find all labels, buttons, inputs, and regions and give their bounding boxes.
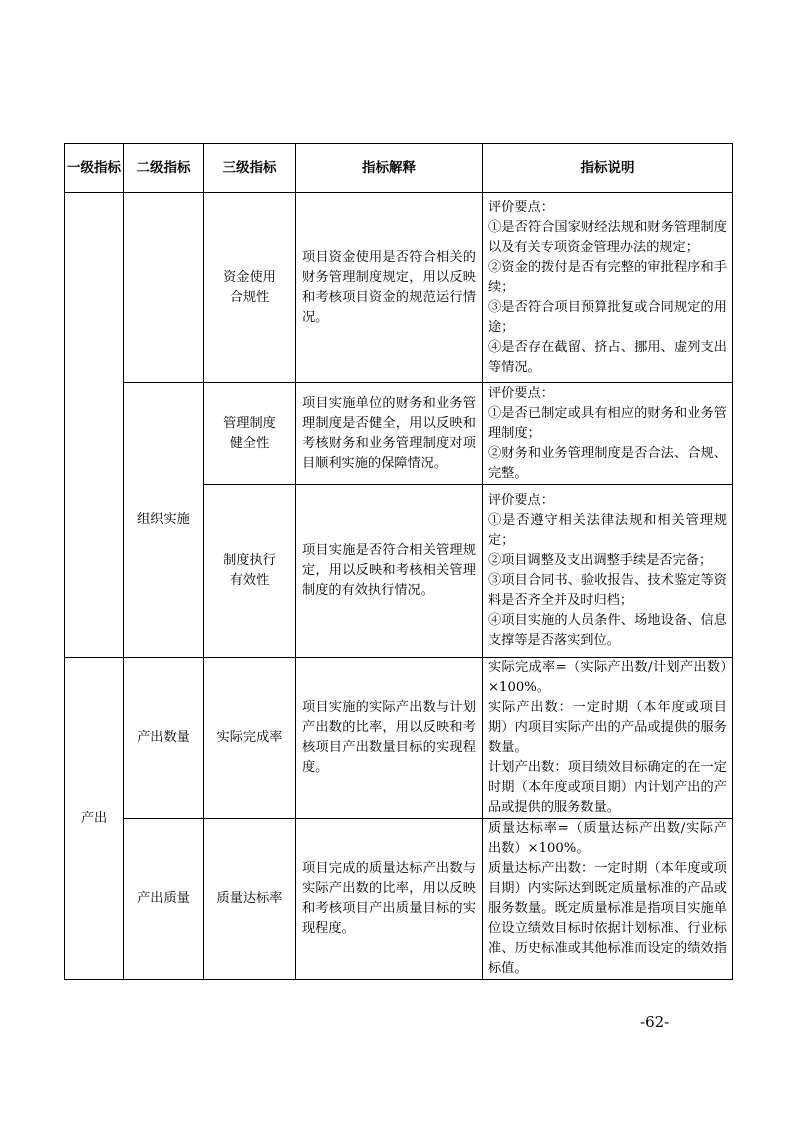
description-line: 评价要点： xyxy=(488,385,554,401)
description-line: 实际完成率=（实际产出数/计划产出数）×100%。 xyxy=(488,660,727,695)
description-line: ③项目合同书、验收报告、技术鉴定等资料是否齐全并及时归档； xyxy=(488,573,727,608)
level3-cell: 管理制度健全性 xyxy=(204,383,296,485)
explanation-cell: 项目实施的实际产出数与计划产出数的比率，用以反映和考核项目产出数量目标的实现程度。 xyxy=(296,658,483,819)
explanation-cell: 项目实施单位的财务和业务管理制度是否健全，用以反映和考核财务和业务管理制度对项目顺利实施的保障情况。 xyxy=(296,383,483,485)
description-line: ①是否符合国家财经法规和财务管理制度以及有关专项资金管理办法的规定； xyxy=(488,219,727,255)
level3-cell: 质量达标率 xyxy=(204,819,296,980)
description-line: ③是否符合项目预算批复或合同规定的用途； xyxy=(488,299,727,335)
level3-cell: 资金使用合规性 xyxy=(204,193,296,383)
description-line: 质量达标产出数：一定时期（本年度或项目期）内实际达到既定质量标准的产品或服务数量。既定质量标准是指项目实施单位设立绩效目标时依据计划标准、行业标准、历史标准或其他标准而设定的绩效指标值。 xyxy=(488,861,727,976)
level2-cell-empty xyxy=(124,193,204,383)
table-row xyxy=(65,383,733,485)
description-line: 评价要点： xyxy=(488,493,554,508)
explanation-cell: 项目资金使用是否符合相关的财务管理制度规定，用以反映和考核项目资金的规范运行情况。 xyxy=(296,193,483,383)
description-line: 质量达标率=（质量达标产出数/实际产出数）×100%。 xyxy=(488,821,727,856)
level2-cell: 产出质量 xyxy=(124,819,204,980)
level1-cell: 产出 xyxy=(65,658,124,980)
explanation-cell: 项目实施是否符合相关管理规定，用以反映和考核相关管理制度的有效执行情况。 xyxy=(296,485,483,658)
description-line: ②资金的拨付是否有完整的审批程序和手续； xyxy=(488,259,727,295)
level2-cell: 组织实施 xyxy=(124,383,204,658)
description-cell xyxy=(483,658,733,819)
description-line: 计划产出数：项目绩效目标确定的在一定时期（本年度或项目期）内计划产出的产品或提供的服务数量。 xyxy=(488,760,727,815)
description-line: 评价要点： xyxy=(488,199,554,215)
level2-cell: 产出数量 xyxy=(124,658,204,819)
description-cell xyxy=(483,819,733,980)
description-line: ②财务和业务管理制度是否合法、合规、完整。 xyxy=(488,445,727,481)
description-cell xyxy=(483,485,733,658)
table-row xyxy=(65,819,733,980)
description-line: ②项目调整及支出调整手续是否完备； xyxy=(488,553,713,568)
level3-cell: 实际完成率 xyxy=(204,658,296,819)
explanation-cell: 项目完成的质量达标产出数与实际产出数的比率，用以反映和考核项目产出质量目标的实现程度。 xyxy=(296,819,483,980)
header-description: 指标说明 xyxy=(483,144,733,193)
indicator-table xyxy=(64,143,733,980)
description-line: ④项目实施的人员条件、场地设备、信息支撑等是否落实到位。 xyxy=(488,613,727,648)
header-explanation: 指标解释 xyxy=(296,144,483,193)
description-cell xyxy=(483,383,733,485)
indicator-table-wrap xyxy=(64,143,732,980)
description-line: ①是否已制定或具有相应的财务和业务管理制度； xyxy=(488,405,727,441)
table-row xyxy=(65,193,733,383)
table-row xyxy=(65,658,733,819)
description-line: 实际产出数：一定时期（本年度或项目期）内项目实际产出的产品或提供的服务数量。 xyxy=(488,700,727,755)
page-number: -62- xyxy=(640,1013,670,1031)
description-line: ④是否存在截留、挤占、挪用、虚列支出等情况。 xyxy=(488,339,727,375)
header-level1: 一级指标 xyxy=(65,144,124,193)
level1-cell-empty xyxy=(65,193,124,658)
table-header-row xyxy=(65,144,733,193)
level3-cell: 制度执行有效性 xyxy=(204,485,296,658)
header-level3: 三级指标 xyxy=(204,144,296,193)
description-line: ①是否遵守相关法律法规和相关管理规定； xyxy=(488,513,727,548)
header-level2: 二级指标 xyxy=(124,144,204,193)
description-cell xyxy=(483,193,733,383)
